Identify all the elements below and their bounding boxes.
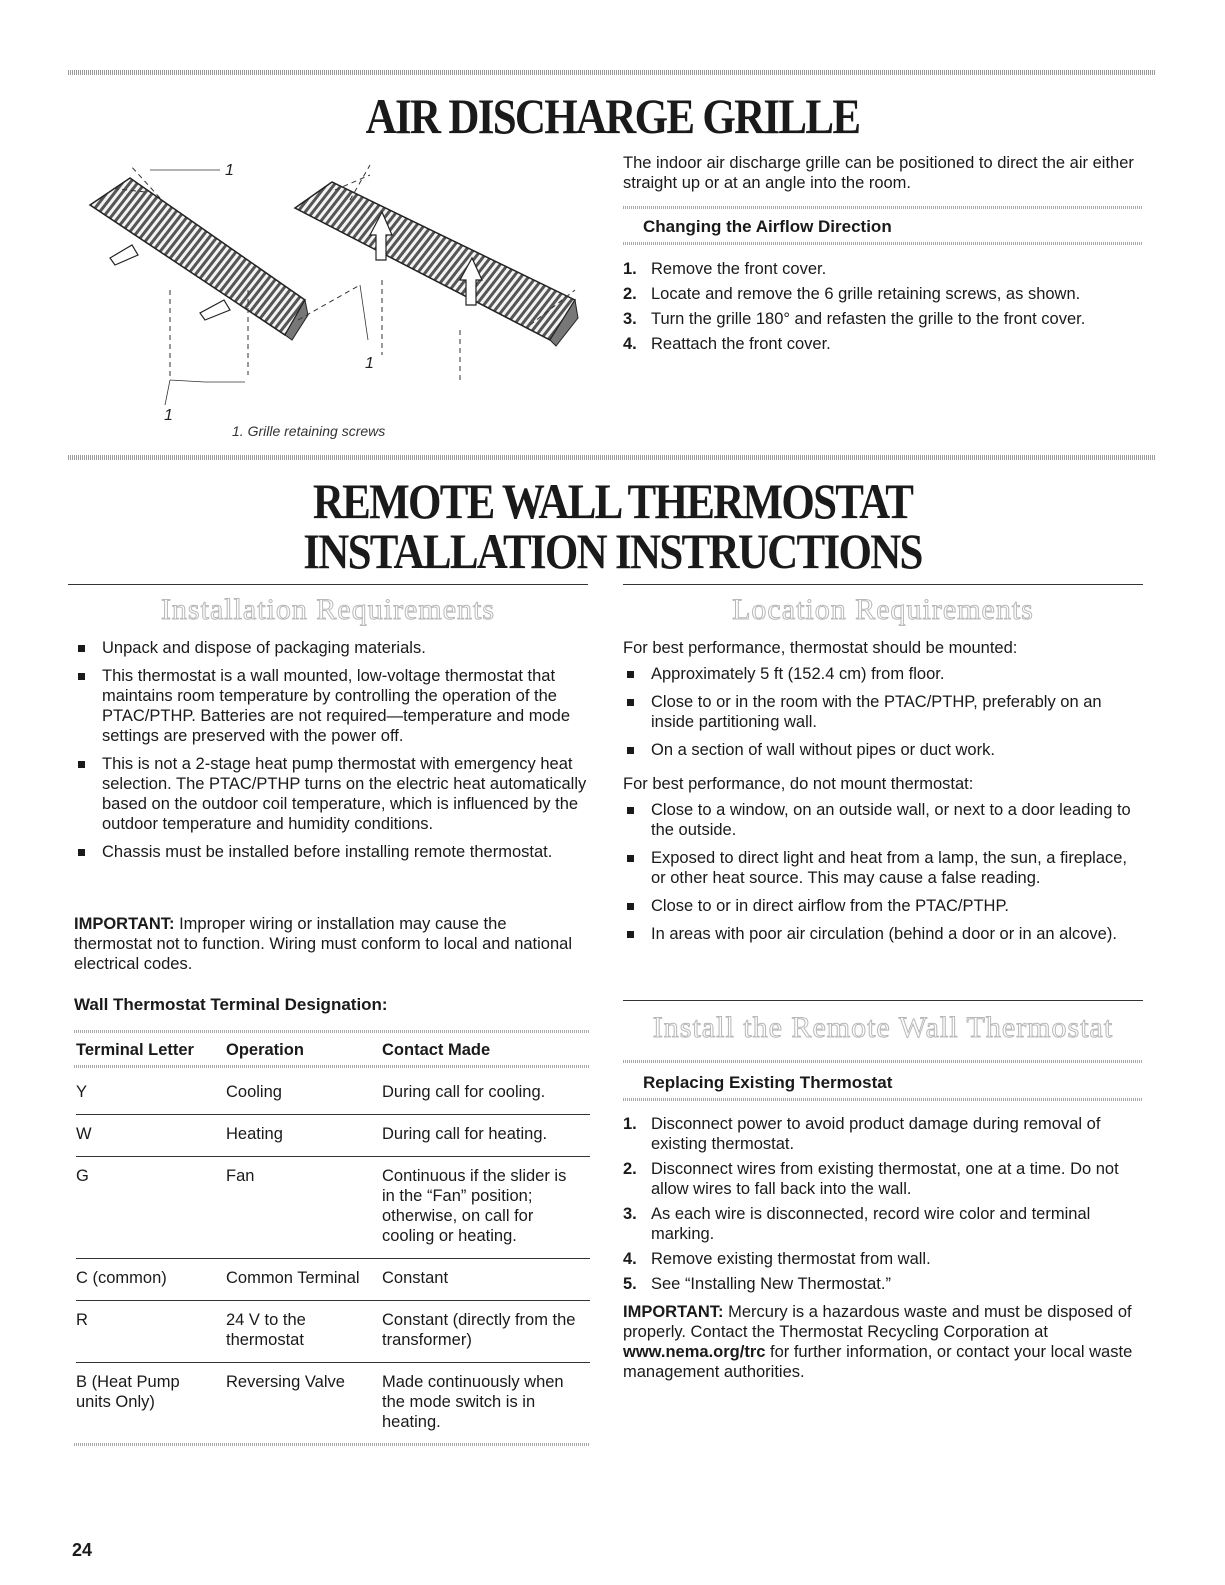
- subhead-rule-top: [623, 206, 1143, 209]
- install-remote-heading: Install the Remote Wall Thermostat: [652, 1011, 1114, 1044]
- list-item: In areas with poor air circulation (behind a door or in an alcove).: [623, 924, 1143, 944]
- installation-requirements-heading: Installation Requirements: [160, 593, 496, 626]
- table-row: G Fan Continuous if the slider is in the “Fan” position; otherwise, on call for cooling or heating.: [76, 1157, 590, 1259]
- installation-requirements-list: [74, 638, 592, 870]
- table-rule-bottom: [74, 1443, 590, 1446]
- location-requirements-heading: Location Requirements: [732, 593, 1034, 626]
- airflow-intro: The indoor air discharge grille can be positioned to direct the air either straight up or at an angle into the room.: [623, 154, 1134, 192]
- important-note-mercury: IMPORTANT: Mercury is a hazardous waste and must be disposed of properly. Contact the Thermostat Recycling Corporation at www.nema.org/trc for further information, or contact your local waste management authorities.: [623, 1303, 1133, 1381]
- table-row: Y Cooling During call for cooling.: [76, 1072, 590, 1115]
- list-item: Close to a window, on an outside wall, or next to a door leading to the outside.: [623, 800, 1143, 840]
- callout-1-mid: 1: [365, 355, 374, 372]
- list-item: Exposed to direct light and heat from a lamp, the sun, a fireplace, or other heat source. This may cause a false reading.: [623, 848, 1143, 888]
- location-list-mount: [623, 664, 1143, 768]
- page-title-air-discharge: AIR DISCHARGE GRILLE: [365, 88, 860, 144]
- left-column-rule: [68, 584, 588, 585]
- terminal-table: [76, 1040, 590, 1444]
- list-item: 4. Remove existing thermostat from wall.: [623, 1250, 931, 1268]
- install-remote-rule: [623, 1000, 1143, 1001]
- table-row: B (Heat Pump units Only) Reversing Valve Made continuously when the mode switch is in heating.: [76, 1373, 564, 1431]
- table-row: C (common) Common Terminal Constant: [76, 1259, 590, 1301]
- list-item: Unpack and dispose of packaging materials.: [74, 638, 592, 658]
- callout-1-bottom: 1: [164, 407, 173, 424]
- replacing-rule-bottom: [623, 1098, 1143, 1101]
- table-row: R 24 V to the thermostat Constant (directly from the transformer): [76, 1301, 590, 1363]
- list-item: This thermostat is a wall mounted, low-voltage thermostat that maintains room temperature by controlling the operation of the PTAC/PTHP. Batteries are not required—temperature and mode settings are preserved with the power off.: [74, 666, 592, 746]
- top-rule: [68, 70, 1156, 75]
- subhead-rule-bottom: [623, 242, 1143, 245]
- list-item: 3. Turn the grille 180° and refasten the grille to the front cover.: [623, 310, 1086, 328]
- list-item: Approximately 5 ft (152.4 cm) from floor.: [623, 664, 1143, 684]
- list-item: Chassis must be installed before installing remote thermostat.: [74, 842, 592, 862]
- right-grille-shape: [295, 182, 575, 340]
- list-item: 1. Disconnect power to avoid product damage during removal of existing thermostat.: [623, 1115, 1101, 1153]
- callout-1-top: 1: [225, 162, 234, 179]
- page-number: 24: [72, 1540, 93, 1560]
- grille-illustration: [70, 150, 610, 440]
- replacing-rule-top: [623, 1060, 1143, 1063]
- page-title-remote-line2: INSTALLATION INSTRUCTIONS: [303, 523, 922, 579]
- list-item: On a section of wall without pipes or duct work.: [623, 740, 1143, 760]
- list-item: 4. Reattach the front cover.: [623, 335, 831, 353]
- location-intro-mount: For best performance, thermostat should be mounted:: [623, 639, 1018, 657]
- right-column-rule: [623, 584, 1143, 585]
- table-rule-top: [74, 1030, 590, 1033]
- location-intro-avoid: For best performance, do not mount thermostat:: [623, 775, 974, 793]
- list-item: This is not a 2-stage heat pump thermostat with emergency heat selection. The PTAC/PTHP turns on the electric heat automatically based on the outdoor coil temperature, which is influenced by the outdoor temperature and humidity conditions.: [74, 754, 592, 834]
- airflow-steps: [623, 259, 1143, 359]
- airflow-subheading: Changing the Airflow Direction: [643, 217, 892, 236]
- location-list-avoid: [623, 800, 1143, 952]
- section-divider: [68, 455, 1156, 460]
- replacing-subheading: Replacing Existing Thermostat: [643, 1073, 893, 1092]
- figure-caption: 1. Grille retaining screws: [232, 423, 386, 439]
- list-item: Close to or in direct airflow from the PTAC/PTHP.: [623, 896, 1143, 916]
- column-header: Operation: [226, 1041, 304, 1059]
- list-item: Close to or in the room with the PTAC/PTHP, preferably on an inside partitioning wall.: [623, 692, 1143, 732]
- page-title-remote-line1: REMOTE WALL THERMOSTAT: [312, 473, 913, 529]
- list-item: 2. Disconnect wires from existing thermostat, one at a time. Do not allow wires to fall back into the wall.: [623, 1160, 1119, 1198]
- list-item: 3. As each wire is disconnected, record wire color and terminal marking.: [623, 1205, 1091, 1243]
- important-note-wiring: IMPORTANT: Improper wiring or installation may cause the thermostat not to function. Wiring must conform to local and national electrical codes.: [74, 915, 572, 973]
- table-row: W Heating During call for heating.: [76, 1115, 590, 1157]
- replacing-steps: [623, 1114, 1143, 1299]
- grille-figure: [70, 150, 610, 440]
- column-header: Terminal Letter: [76, 1041, 194, 1059]
- list-item: 5. See “Installing New Thermostat.”: [623, 1275, 891, 1293]
- nema-link[interactable]: www.nema.org/trc: [623, 1343, 766, 1361]
- list-item: 1. Remove the front cover.: [623, 260, 827, 278]
- table-header-rule: [74, 1065, 590, 1068]
- column-header: Contact Made: [382, 1041, 491, 1059]
- terminal-table-title: Wall Thermostat Terminal Designation:: [74, 995, 388, 1014]
- list-item: 2. Locate and remove the 6 grille retaining screws, as shown.: [623, 285, 1081, 303]
